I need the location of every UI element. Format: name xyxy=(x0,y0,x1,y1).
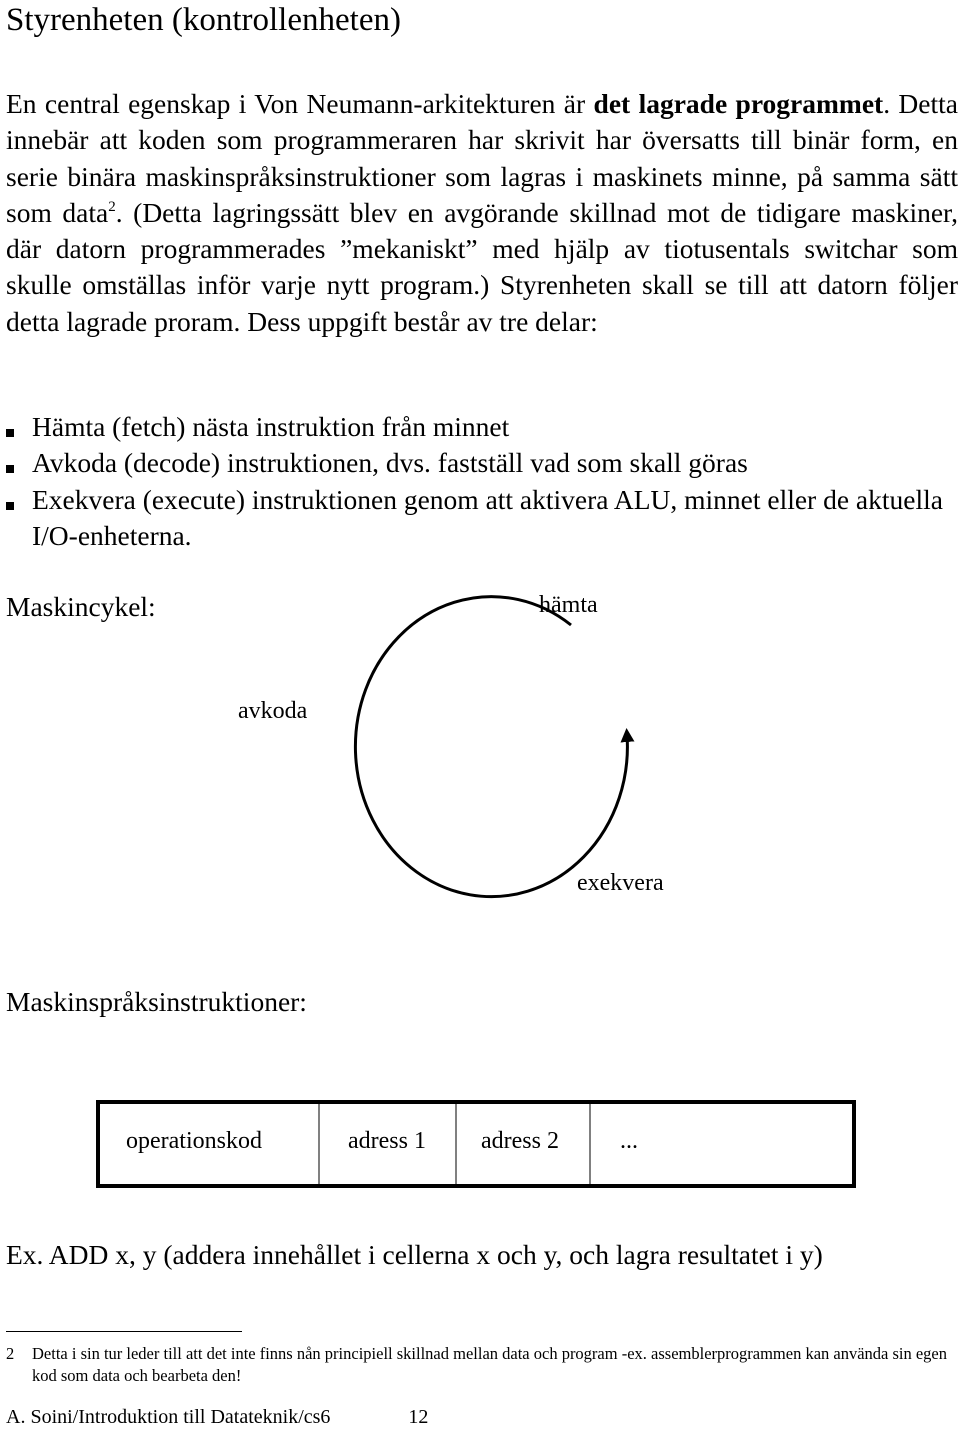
step-text: Exekvera (execute) instruktionen genom att aktivera ALU, minnet eller de aktuella I/O-enheterna. xyxy=(32,483,943,551)
cell-address-1: adress 1 xyxy=(348,1128,426,1154)
intro-text-3: . (Detta lagringssätt blev en avgörande skillnad mot de tidigare maskiner, där datorn programmerades ”mekaniskt” med hjälp av tiotusentals switchar som skulle omställas inför varje nytt program.) Styrenheten skall se till att datorn följer detta lagrade proram. Dess uppgift består av tre delar: xyxy=(6,196,958,337)
step-text: Hämta (fetch) nästa instruktion från minnet xyxy=(32,411,510,442)
footnote-text: Detta i sin tur leder till att det inte finns nån principiell skillnad mellan data och program -ex. assemblerprogrammen kan använda sin egen kod som data och bearbeta den! xyxy=(32,1344,948,1385)
page-footer xyxy=(6,1404,428,1430)
step-text: Avkoda (decode) instruktionen, dvs. fastställ vad som skall göras xyxy=(32,447,748,479)
footnote-divider xyxy=(6,1331,242,1332)
cell-address-2: adress 2 xyxy=(481,1128,559,1154)
intro-bold-term: det lagrade programmet xyxy=(593,88,884,119)
instruction-format-box xyxy=(96,1100,856,1188)
footnote-ref: 2 xyxy=(108,198,116,215)
cycle-label-fetch: hämta xyxy=(539,592,598,618)
footnote-number: 2 xyxy=(6,1344,15,1363)
instructions-title: Maskinspråksinstruktioner: xyxy=(6,986,307,1017)
footer-source: A. Soini/Introduktion till Datateknik/cs6 xyxy=(6,1406,331,1428)
cell-opcode: operationskod xyxy=(126,1128,262,1154)
cell-more: ... xyxy=(620,1128,638,1154)
intro-text-2: . Detta innebär att koden som programmeraren har skrivit har översatts till binär form, en serie binära maskinspråksinstruktioner som lagras i maskinets minne, på samma sätt som data xyxy=(6,88,958,228)
cycle-label-decode: avkoda xyxy=(238,698,308,724)
cycle-arrow xyxy=(355,597,627,897)
page-number: 12 xyxy=(408,1406,429,1428)
cycle-title: Maskincykel: xyxy=(6,591,156,622)
page-title: Styrenheten (kontrollenheten) xyxy=(6,2,401,38)
intro-text-1: En central egenskap i Von Neumann-arkitekturen är xyxy=(6,88,594,119)
cycle-label-execute: exekvera xyxy=(577,870,664,896)
example-line: Ex. ADD x, y (addera innehållet i cellerna x och y, och lagra resultatet i y) xyxy=(6,1239,823,1270)
